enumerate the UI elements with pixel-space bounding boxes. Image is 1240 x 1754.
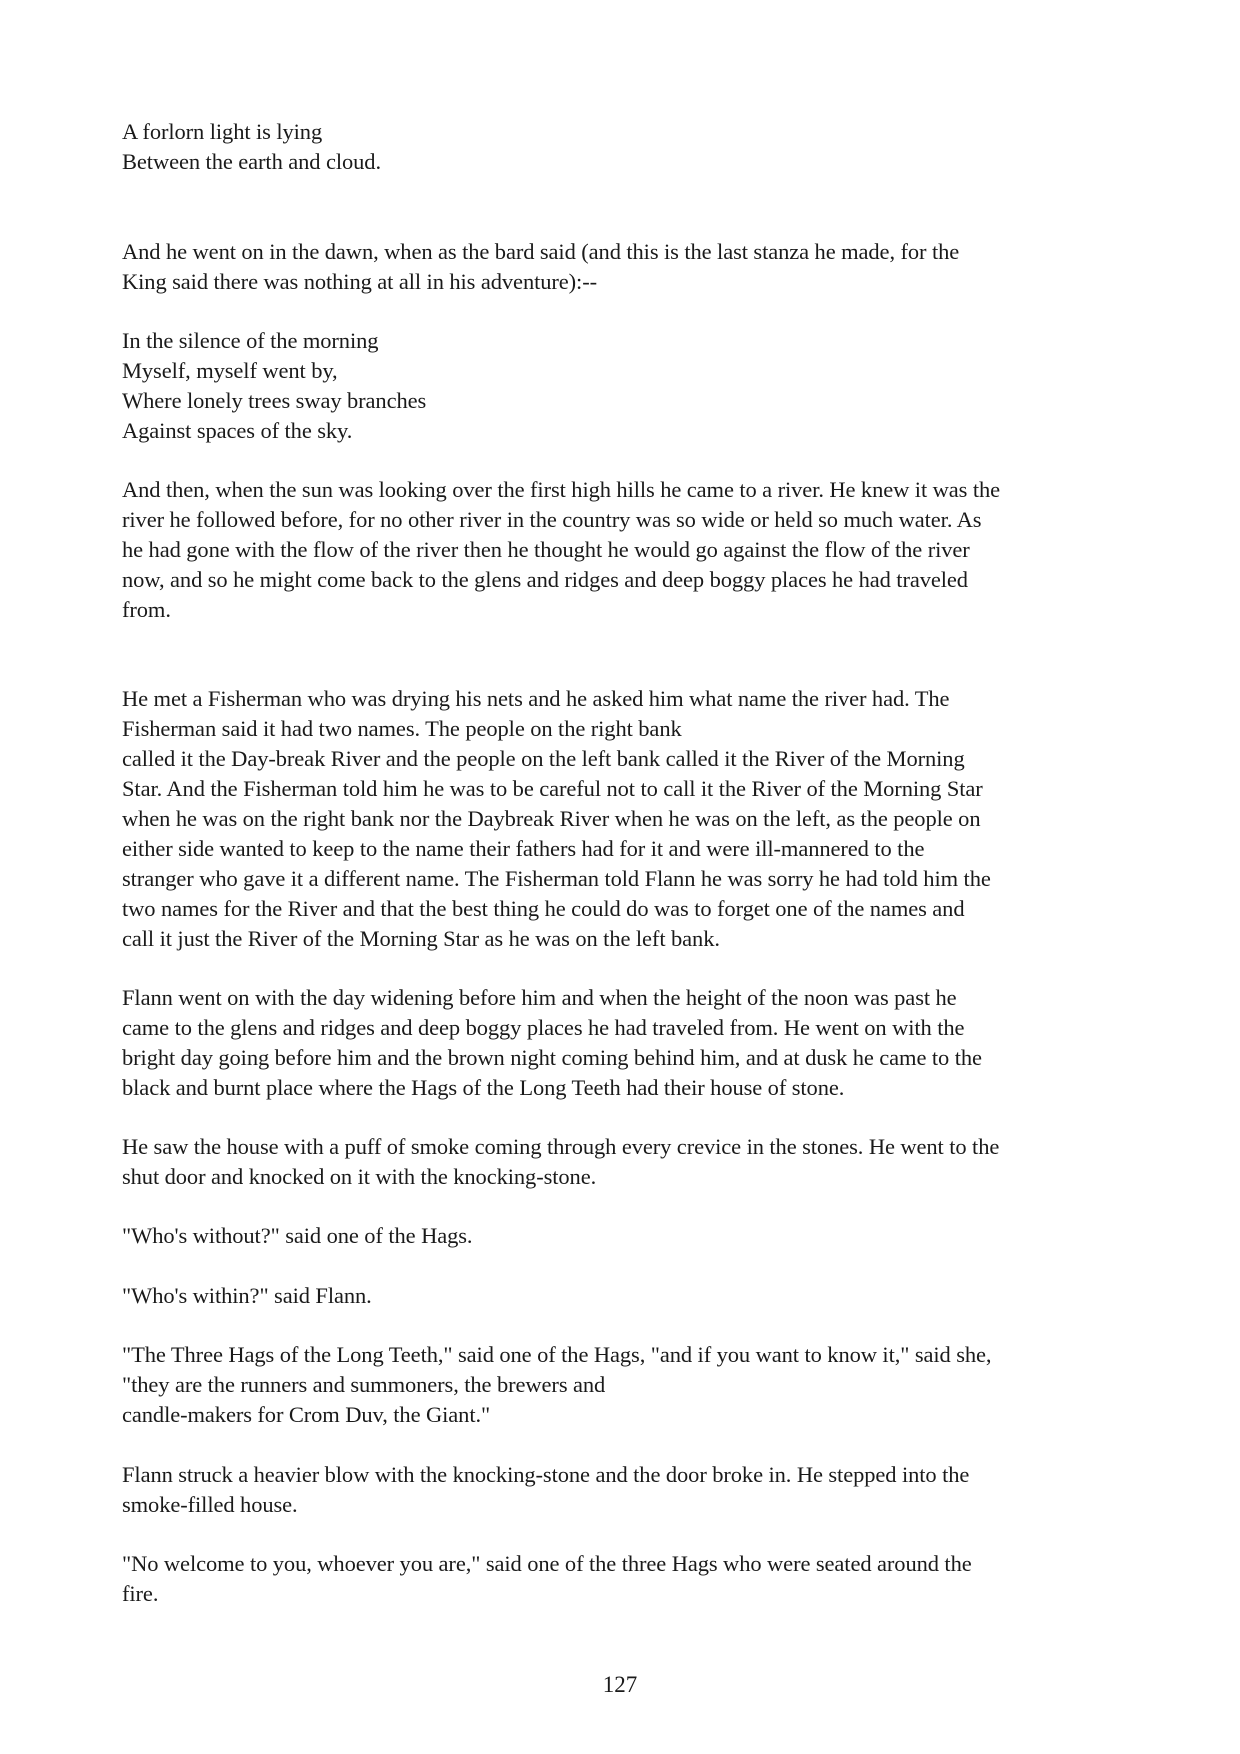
- text-line: bright day going before him and the brown night coming behind him, and at dusk he came to the: [122, 1045, 982, 1070]
- text-line: Flann struck a heavier blow with the knocking-stone and the door broke in. He stepped into the: [122, 1462, 970, 1487]
- text-line: either side wanted to keep to the name their fathers had for it and were ill-mannered to the: [122, 836, 925, 861]
- text-line: candle-makers for Crom Duv, the Giant.": [122, 1402, 491, 1427]
- text-line: when he was on the right bank nor the Daybreak River when he was on the left, as the people on: [122, 806, 981, 831]
- text-line: A forlorn light is lying: [122, 119, 323, 144]
- text-line: "No welcome to you, whoever you are," said one of the three Hags who were seated around the: [122, 1551, 972, 1576]
- text-line: Against spaces of the sky.: [122, 418, 353, 443]
- text-line: He met a Fisherman who was drying his nets and he asked him what name the river had. The: [122, 686, 950, 711]
- text-line: Flann went on with the day widening before him and when the height of the noon was past he: [122, 985, 957, 1010]
- text-line: Between the earth and cloud.: [122, 149, 381, 174]
- text-line: called it the Day-break River and the people on the left bank called it the River of the Morning: [122, 746, 965, 771]
- page-number: 127: [602, 1672, 638, 1697]
- text-line: now, and so he might come back to the glens and ridges and deep boggy places he had traveled: [122, 567, 968, 592]
- text-line: "they are the runners and summoners, the brewers and: [122, 1372, 606, 1397]
- text-line: call it just the River of the Morning Star as he was on the left bank.: [122, 926, 720, 951]
- text-line: Where lonely trees sway branches: [122, 388, 427, 413]
- text-line: shut door and knocked on it with the knocking-stone.: [122, 1164, 597, 1189]
- text-line: black and burnt place where the Hags of the Long Teeth had their house of stone.: [122, 1075, 845, 1100]
- text-line: from.: [122, 597, 171, 622]
- text-line: And he went on in the dawn, when as the bard said (and this is the last stanza he made, for the: [122, 239, 960, 264]
- text-line: Star. And the Fisherman told him he was to be careful not to call it the River of the Morning Star: [122, 776, 983, 801]
- text-line: river he followed before, for no other river in the country was so wide or held so much water. As: [122, 507, 982, 532]
- text-line: "The Three Hags of the Long Teeth," said one of the Hags, "and if you want to know it," said she,: [122, 1342, 992, 1367]
- text-line: "Who's without?" said one of the Hags.: [122, 1223, 473, 1248]
- text-line: Fisherman said it had two names. The people on the right bank: [122, 716, 682, 741]
- text-line: And then, when the sun was looking over the first high hills he came to a river. He knew it was the: [122, 477, 1001, 502]
- text-line: he had gone with the flow of the river then he thought he would go against the flow of the river: [122, 537, 970, 562]
- text-line: two names for the River and that the best thing he could do was to forget one of the names and: [122, 896, 965, 921]
- text-line: stranger who gave it a different name. The Fisherman told Flann he was sorry he had told him the: [122, 866, 991, 891]
- text-line: fire.: [122, 1581, 159, 1606]
- text-line: He saw the house with a puff of smoke coming through every crevice in the stones. He went to the: [122, 1134, 1000, 1159]
- text-line: smoke-filled house.: [122, 1492, 298, 1517]
- text-line: Myself, myself went by,: [122, 358, 338, 383]
- text-line: came to the glens and ridges and deep boggy places he had traveled from. He went on with the: [122, 1015, 965, 1040]
- text-line: In the silence of the morning: [122, 328, 379, 353]
- text-line: King said there was nothing at all in his adventure):--: [122, 269, 597, 294]
- text-line: "Who's within?" said Flann.: [122, 1283, 372, 1308]
